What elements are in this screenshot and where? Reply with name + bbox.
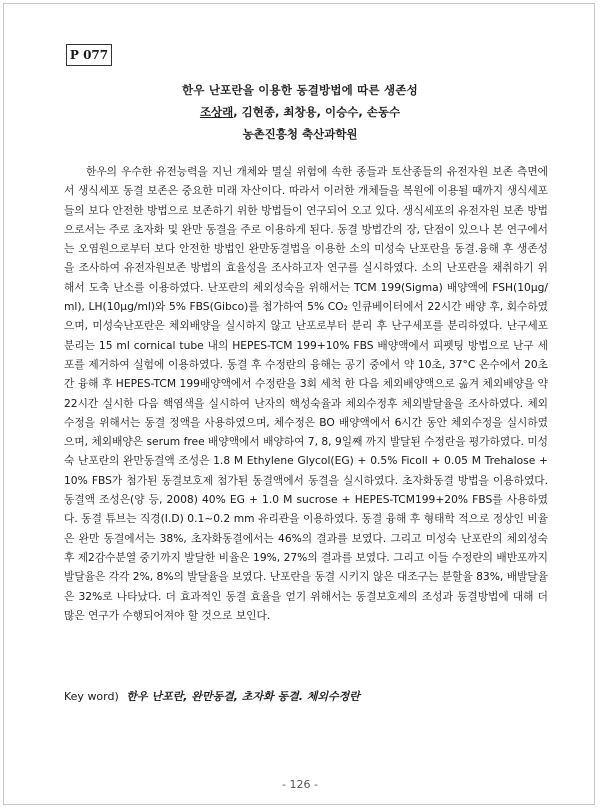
poster-id-box: P 077 — [66, 44, 112, 66]
co-authors: , 김현종, 최창용, 이승수, 손동수 — [233, 105, 401, 119]
paper-title: 한우 난포란을 이용한 동결방법에 따른 생존성 — [182, 83, 418, 97]
keywords-label: Key word) — [64, 690, 119, 703]
presenting-author: 조상래 — [199, 105, 234, 119]
keywords — [64, 688, 548, 704]
affiliation: 농촌진흥청 축산과학원 — [242, 127, 358, 141]
author-list — [0, 104, 600, 120]
keywords-items: 한우 난포란, 완만동결, 초자화 동결. 체외수정란 — [126, 690, 360, 703]
page-number: - 126 - — [282, 778, 318, 791]
abstract-body: 한우의 우수한 유전능력을 지닌 개체와 멸실 위험에 속한 종들과 토산종들의 유전자원 보존 측면에서 생식세포 동결 보존은 중요한 미래 자산이다. 따라서 이러한 개체들을 복원에 이용될 때까지 생식세포들의 보다 안전한 방법으로 보존하기 위한 방법들이 연구되어 오고 있다. 생식세포의 유전자원 보존 방법으로서는 주로 초자화 및 완만 동결을 주로 이용하게 된다. 동결 방법간의 장, 단점이 있으나 본 연구에서는 오염원으로부터 보다 안전한 방법인 완만동결법을 이용한 소의 미성숙 난포란을 동결.융해 후 생존성을 조사하여 유전자원보존 방법의 효율성을 조사하고자 연구를 실시하였다. 소의 난포란을 채취하기 위해서 도축 난소를 이용하였다. 난포란의 체외성숙을 위해서는 TCM 199(Sigma) 배양액에 FSH(10μg/ml), LH(10μg/ml)와 5% FBS(Gibco)를 첨가하여 5% CO₂ 인큐베이터에서 22시간 배양 후, 회수하였으며, 미성숙난포란은 체외배양을 실시하지 않고 난포로부터 분리 후 난구세포를 분리하였다. 난구세포 분리는 15 ml cornical tube 내의 HEPES-TCM 199+10% FBS 배양액에서 피펫팅 방법으로 난구 세포를 제거하여 실험에 이용하였다. 동결 후 수정란의 융해는 공기 중에서 약 10초, 37°C 온수에서 20초간 융해 후 HEPES-TCM 199배양액에서 수정란을 3회 세척 한 다음 체외배양액으로 옮겨 체외배양을 약 22시간 실시한 다음 핵염색을 실시하여 난자의 핵성숙율과 체외수정후 체외발달율을 조사하였다. 체외수정을 위해서는 동결 정액을 사용하였으며, 체수정은 BO 배양액에서 6시간 동안 체외수정을 실시하였으며, 체외배양은 serum free 배양액에서 배양하여 7, 8, 9일째 까지 발달된 수정란을 평가하였다. 미성숙 난포란의 완만동결액 조성은 1.8 M Ethylene Glycol(EG) + 0.5% Ficoll + 0.05 M Trehalose + 10% FBS가 첨가된 동결보호제 첨가된 동결액에서 동결을 실시하였다. 초자화동결 방법을 이용하였다. 동결액 조성은(양 등, 2008) 40% EG + 1.0 M sucrose + HEPES-TCM199+20% FBS를 사용하였다. 동결 튜브는 직경(I.D) 0.1~0.2 mm 유리관을 이용하였다. 동결 융해 후 형태학 적으로 정상인 비율은 완만 동결에서는 38%, 초자화동결에서는 46%의 결과를 보였다. 그리고 미성숙 난포란의 체외성숙 후 제2감수분열 중기까지 발달한 비율은 19%, 27%의 결과를 보였다. 그리고 이들 수정란의 배반포까지 발달율은 각각 2%, 8%의 발달율을 보였다. 난포란을 동결 시키지 않은 대조구는 분할율 83%, 배발달율은 32%로 나타났다. 더 효과적인 동결 효율을 얻기 위해서는 동결보호제의 조성과 동결방법에 대해 더 많은 연구가 수행되어져야 할 것으로 보인다. — [64, 165, 548, 622]
